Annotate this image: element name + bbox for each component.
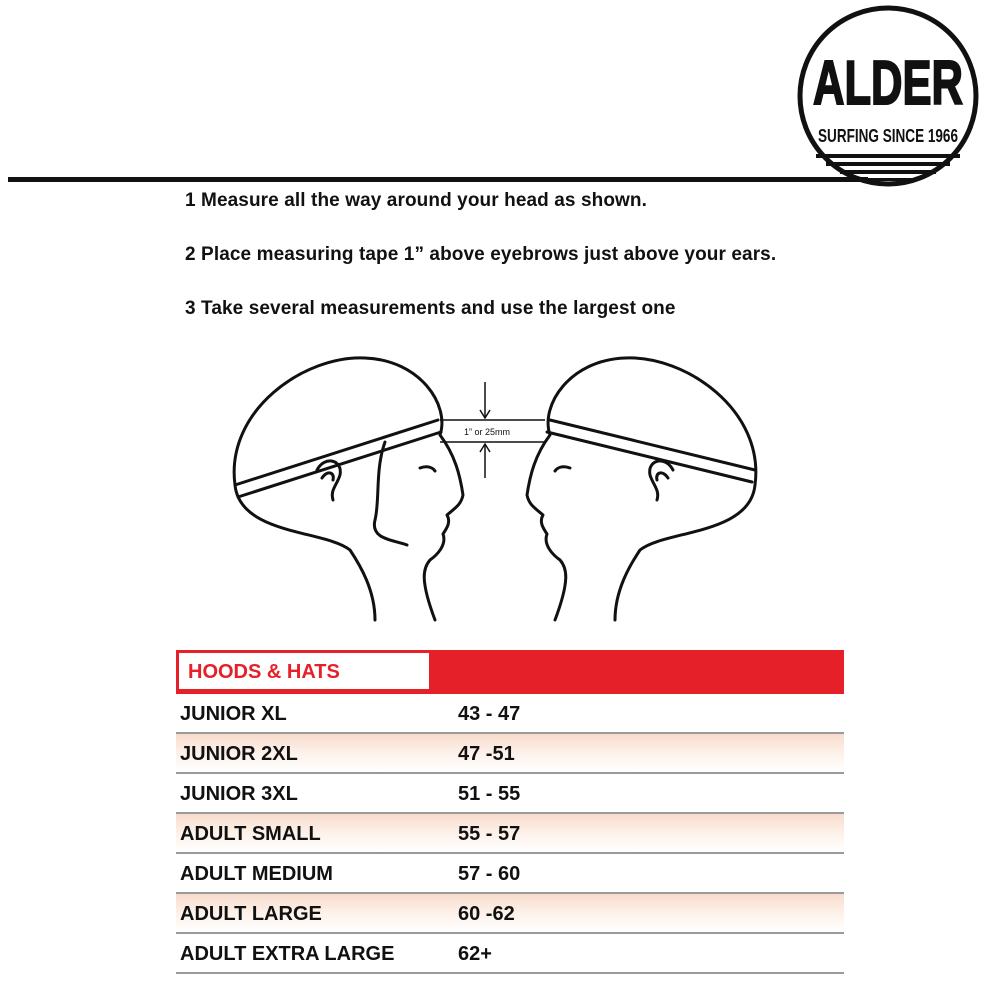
left-tape bbox=[235, 420, 441, 497]
table-row bbox=[176, 774, 844, 814]
instructions-list bbox=[185, 190, 776, 352]
table-row bbox=[176, 934, 844, 974]
left-eye bbox=[420, 467, 435, 471]
right-ear bbox=[650, 461, 673, 500]
table-header bbox=[176, 650, 844, 694]
logo-wordmark: ALDER bbox=[813, 49, 963, 118]
row-size: JUNIOR XL bbox=[180, 703, 287, 725]
row-range: 51 - 55 bbox=[458, 783, 521, 805]
row-size: JUNIOR 2XL bbox=[180, 743, 298, 765]
instruction-2: 2 Place measuring tape 1” above eyebrows just above your ears. bbox=[185, 244, 777, 265]
right-eye bbox=[555, 467, 570, 471]
left-tape-strap bbox=[374, 442, 407, 545]
table-row bbox=[176, 814, 844, 854]
row-range: 62+ bbox=[458, 943, 492, 965]
row-range: 43 - 47 bbox=[458, 703, 521, 725]
instruction-3: 3 Take several measurements and use the largest one bbox=[185, 298, 676, 319]
table-row bbox=[176, 734, 844, 774]
logo-tagline: SURFING SINCE 1966 bbox=[818, 126, 958, 146]
left-head-outline bbox=[234, 358, 463, 620]
table-header-label: HOODS & HATS bbox=[179, 653, 429, 689]
diagram-measure-label: 1” or 25mm bbox=[463, 427, 511, 437]
table-row bbox=[176, 894, 844, 934]
head-measurement-diagram bbox=[225, 350, 765, 630]
row-range: 57 - 60 bbox=[458, 863, 521, 885]
row-size: ADULT SMALL bbox=[180, 823, 321, 845]
row-size: JUNIOR 3XL bbox=[180, 783, 298, 805]
row-size: ADULT LARGE bbox=[180, 903, 322, 925]
table-row bbox=[176, 854, 844, 894]
row-range: 47 -51 bbox=[458, 743, 515, 765]
alder-logo bbox=[796, 4, 980, 188]
row-range: 60 -62 bbox=[458, 903, 515, 925]
instruction-1: 1 Measure all the way around your head as shown. bbox=[185, 190, 647, 211]
row-range: 55 - 57 bbox=[458, 823, 521, 845]
header-rule bbox=[8, 177, 868, 182]
table-row bbox=[176, 694, 844, 734]
size-table bbox=[176, 650, 844, 974]
row-size: ADULT MEDIUM bbox=[180, 863, 333, 885]
right-head-outline bbox=[527, 358, 756, 620]
row-size: ADULT EXTRA LARGE bbox=[180, 943, 395, 965]
